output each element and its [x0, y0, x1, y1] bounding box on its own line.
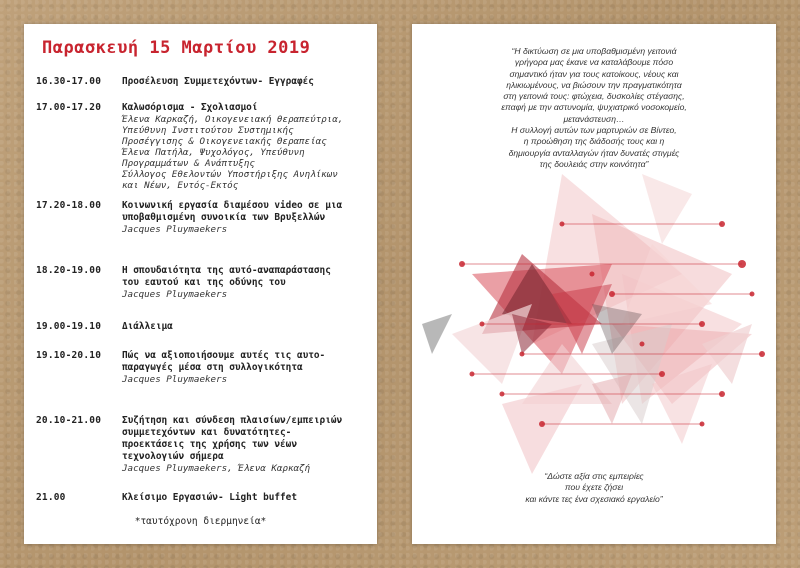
quote-bottom — [444, 471, 744, 505]
decorative-dot — [539, 421, 545, 427]
session-speaker-line: Προσέγγισης & Οικογενειακής Θεραπείας — [122, 136, 327, 147]
session-title-line: του εαυτού και της οδύνης του — [122, 277, 286, 288]
session-speaker-line: Jacques Pluymaekers, Έλενα Καρκαζή — [122, 463, 311, 474]
decorative-dot — [659, 371, 665, 377]
quote-line: η προώθηση της διάδοσής τους και η — [523, 136, 665, 147]
quote-line: δημιουργία ανταλλαγών ήταν δυνατές στιγμές — [508, 147, 680, 158]
session-title-line: Κλείσιμο Εργασιών- Light buffet — [122, 492, 297, 503]
session-speaker-line: Jacques Pluymaekers — [122, 374, 228, 385]
schedule-time: 21.00 — [36, 492, 66, 503]
decorative-dot — [700, 422, 705, 427]
session-speaker-line: Έλενα Πατήλα, Ψυχολόγος, Υπεύθυνη — [122, 147, 305, 158]
session-title-line: προεκτάσεις της χρήσης των νέων — [122, 439, 297, 450]
decorative-dot — [500, 392, 505, 397]
quote-line: γρήγορα μας έκανε να καταλάβουμε πόσο — [514, 57, 674, 68]
decorative-dot — [719, 221, 725, 227]
schedule-time: 17.00-17.20 — [36, 102, 102, 113]
schedule-body — [122, 321, 372, 333]
schedule-time: 16.30-17.00 — [36, 76, 102, 87]
session-title-line: Πώς να αξιοποιήσουμε αυτές τις αυτο- — [122, 350, 326, 361]
schedule-body — [122, 415, 372, 474]
schedule-body — [122, 265, 372, 300]
quote-line: που έχετε ζήσει — [564, 482, 624, 493]
session-title-line: Διάλλειμα — [122, 321, 173, 332]
quote-line: ηλικιωμένους, να βιώσουν την πραγματικότητα — [506, 79, 682, 90]
session-title-line: Προσέλευση Συμμετεχόντων- Εγγραφές — [122, 76, 314, 87]
session-speaker-line: Υπεύθυνη Ινστιτούτου Συστημικής — [122, 125, 294, 136]
session-speaker-line: Προγραμμάτων & Ανάπτυξης — [122, 158, 255, 169]
schedule-time: 19.10-20.10 — [36, 350, 102, 361]
quote-line: σημαντικό ήταν για τους κατοίκους, νέους και — [509, 68, 679, 79]
session-speaker-line: Jacques Pluymaekers — [122, 224, 228, 235]
session-title-line: Η σπουδαιότητα της αυτό-αναπαράστασης — [122, 265, 331, 276]
quote-top — [444, 46, 744, 170]
quote-page — [412, 24, 776, 544]
decorative-dot — [640, 342, 645, 347]
session-title-line: τεχνολογιών σήμερα — [122, 451, 224, 462]
schedule-time: 17.20-18.00 — [36, 200, 102, 211]
quote-line: επαφή με την αστυνομία, ψυχιατρικό νοσοκομείο, — [501, 102, 687, 113]
session-speaker-line: και Νέων, Εντός-Εκτός — [122, 180, 239, 191]
decorative-dot — [560, 222, 565, 227]
quote-line: και κάντε τες ένα σχεσιακό εργαλείο” — [525, 493, 663, 504]
schedule-time: 20.10-21.00 — [36, 415, 102, 426]
schedule-body — [122, 492, 372, 504]
program-page — [24, 24, 377, 544]
schedule-body — [122, 76, 372, 88]
decorative-dot — [719, 391, 725, 397]
schedule-time: 19.00-19.10 — [36, 321, 102, 332]
decorative-dot — [590, 272, 595, 277]
decorative-triangle — [642, 174, 692, 244]
schedule-body — [122, 200, 372, 235]
decorative-dot — [480, 322, 485, 327]
session-title-line: συμμετεχόντων και δυνατότητες- — [122, 427, 292, 438]
decorative-dot — [459, 261, 465, 267]
session-speaker-line: Σύλλογος Εθελοντών Υποστήριξης Ανηλίκων — [122, 169, 338, 180]
quote-line: μετανάστευση… — [563, 113, 625, 124]
session-title-line: Καλωσόρισμα - Σχολιασμοί — [122, 102, 258, 113]
schedule-time: 18.20-19.00 — [36, 265, 102, 276]
session-title-line: παραγωγές μέσα στη συλλογικότητα — [122, 362, 303, 373]
decorative-dot — [750, 292, 755, 297]
schedule-body — [122, 102, 372, 191]
decorative-dot — [699, 321, 705, 327]
session-speaker-line: Jacques Pluymaekers — [122, 289, 228, 300]
decorative-dot — [738, 260, 746, 268]
decorative-dot — [470, 372, 475, 377]
date-title: Παρασκευή 15 Μαρτίου 2019 — [42, 38, 311, 58]
session-title-line: υποβαθμισμένη συνοικία των Βρυξελλών — [122, 212, 326, 223]
quote-line: της δουλειάς στην κοινότητα” — [539, 158, 649, 169]
decorative-triangle — [422, 314, 452, 354]
decorative-dot — [609, 291, 615, 297]
decorative-triangle — [502, 384, 582, 474]
decorative-dot — [759, 351, 765, 357]
session-title-line: Συζήτηση και σύνδεση πλαισίων/εμπειριών — [122, 415, 343, 426]
quote-line: στη γειτονιά τους: φτώχεια, δυσκολίες στέγασης, — [503, 91, 685, 102]
session-title-line: Κοινωνική εργασία διαμέσου video σε μια — [122, 200, 343, 211]
quote-line: “Η δικτύωση σε μια υποβαθμισμένη γειτονιά — [511, 46, 677, 56]
schedule-body — [122, 350, 372, 385]
quote-line: “Δώστε αξία στις εμπειρίες — [544, 471, 644, 481]
quote-line: Η συλλογή αυτών των μαρτυριών σε Βίντεο, — [511, 125, 677, 136]
interpretation-note: *ταυτόχρονη διερμηνεία* — [134, 516, 267, 527]
decorative-dot — [520, 352, 525, 357]
session-speaker-line: Έλενα Καρκαζή, Οικογενειακή θεραπεύτρια, — [122, 114, 344, 125]
